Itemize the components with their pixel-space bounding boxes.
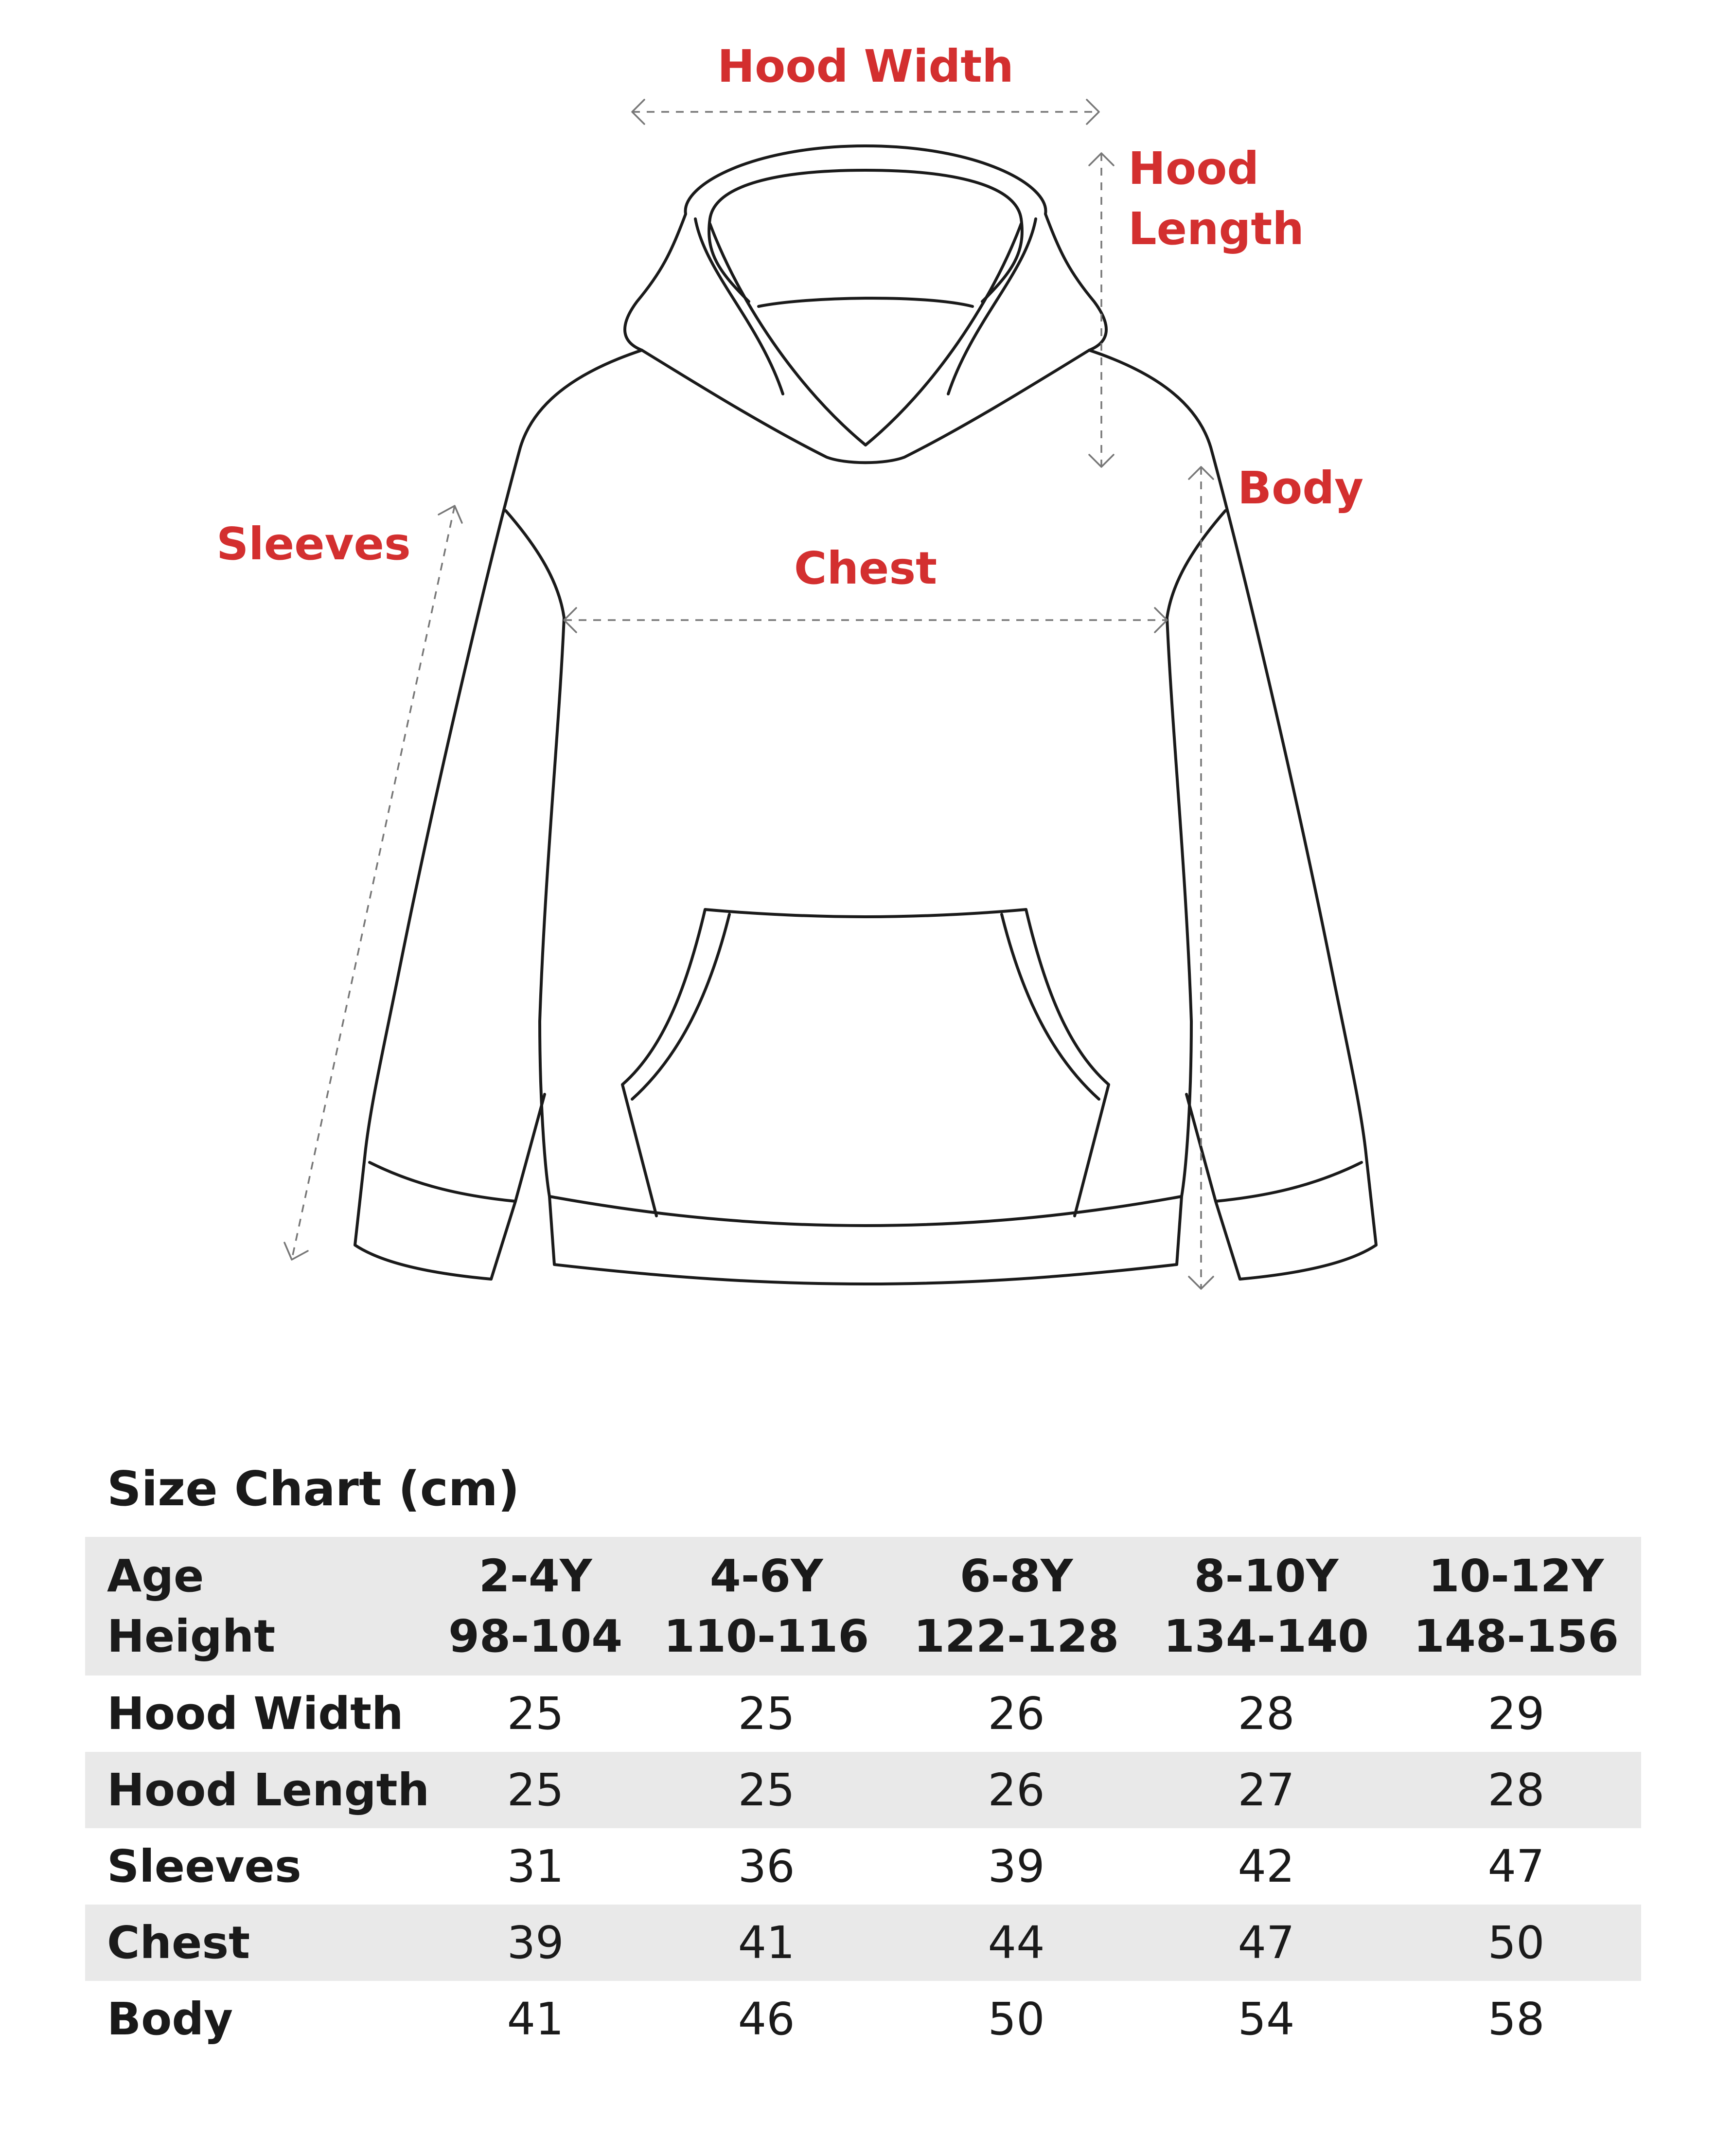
body-label: Body — [1238, 462, 1364, 514]
size-chart-title: Size Chart (cm) — [107, 1461, 520, 1517]
sleeves-label: Sleeves — [216, 518, 411, 570]
underarm-right — [1167, 511, 1225, 1196]
table-cell: 44 — [988, 1917, 1045, 1969]
pocket-opening-right — [1002, 914, 1099, 1099]
table-row-chest — [85, 1905, 1641, 1981]
height-value: 148-156 — [1413, 1610, 1619, 1662]
table-cell: 41 — [507, 1993, 564, 2045]
table-cell: 36 — [738, 1840, 795, 1892]
table-cell: 47 — [1487, 1840, 1545, 1892]
height-value: 122-128 — [913, 1610, 1119, 1662]
row-label: Chest — [107, 1917, 250, 1969]
size-column-header — [641, 1537, 891, 1675]
row-label: Hood Width — [107, 1688, 404, 1740]
sleeves-line — [292, 506, 455, 1260]
chest-label: Chest — [794, 542, 938, 594]
height-value: 110-116 — [664, 1610, 869, 1662]
table-cell: 26 — [988, 1764, 1045, 1816]
size-column-header — [1141, 1537, 1391, 1675]
table-cell: 58 — [1487, 1993, 1545, 2045]
kangaroo-pocket — [622, 909, 1109, 1216]
table-cell: 29 — [1487, 1688, 1545, 1740]
sleeves-arrow-top — [439, 506, 462, 523]
table-cell: 28 — [1238, 1688, 1295, 1740]
age-value: 4-6Y — [709, 1550, 823, 1602]
table-cell: 25 — [507, 1764, 564, 1816]
table-cell: 27 — [1238, 1764, 1295, 1816]
table-cell: 42 — [1238, 1840, 1295, 1892]
table-cell: 50 — [1487, 1917, 1545, 1969]
row-label: Body — [107, 1993, 233, 2045]
age-value: 8-10Y — [1194, 1550, 1339, 1602]
age-value: 10-12Y — [1428, 1550, 1604, 1602]
table-cell: 31 — [507, 1840, 564, 1892]
dimension-lines — [284, 100, 1213, 1289]
hood-back-curve — [759, 298, 973, 306]
table-cell: 28 — [1487, 1764, 1545, 1816]
hood-length-label-line1: Hood — [1128, 143, 1259, 195]
table-row-hood-width — [85, 1675, 1641, 1752]
age-value: 6-8Y — [959, 1550, 1073, 1602]
body-outline — [355, 350, 1376, 1279]
table-cell: 26 — [988, 1688, 1045, 1740]
size-chart-table — [85, 1537, 1641, 2057]
table-row-hood-length — [85, 1752, 1641, 1828]
table-cell: 46 — [738, 1993, 795, 2045]
hood-facing-right — [948, 219, 1036, 394]
table-cell: 39 — [988, 1840, 1045, 1892]
table-header-row — [85, 1537, 1641, 1675]
table-cell: 25 — [507, 1688, 564, 1740]
table-cell: 41 — [738, 1917, 795, 1969]
header-label-cell — [85, 1537, 429, 1675]
table-cell: 39 — [507, 1917, 564, 1969]
hood-inner — [709, 170, 1022, 302]
pocket-opening-left — [632, 914, 729, 1099]
age-header: Age — [107, 1550, 204, 1602]
row-label: Sleeves — [107, 1840, 301, 1892]
size-column-header — [1391, 1537, 1641, 1675]
hem-band — [549, 1196, 1182, 1284]
height-value: 134-140 — [1163, 1610, 1369, 1662]
age-value: 2-4Y — [478, 1550, 592, 1602]
cuff-left — [370, 1162, 515, 1201]
size-column-header — [429, 1537, 641, 1675]
table-cell: 54 — [1238, 1993, 1295, 2045]
hood-width-label: Hood Width — [717, 40, 1014, 92]
table-cell: 50 — [988, 1993, 1045, 2045]
sleeves-arrow-bottom — [284, 1243, 308, 1260]
hood-length-label-line2: Length — [1128, 203, 1304, 255]
hood-facing-left — [695, 219, 783, 394]
height-header: Height — [107, 1610, 276, 1662]
size-column-header — [891, 1537, 1141, 1675]
table-cell: 25 — [738, 1688, 795, 1740]
table-cell: 25 — [738, 1764, 795, 1816]
table-row-sleeves — [85, 1828, 1641, 1905]
underarm-left — [506, 511, 564, 1196]
table-cell: 47 — [1238, 1917, 1295, 1969]
hoodie-outline — [355, 146, 1376, 1284]
cuff-right — [1216, 1162, 1362, 1201]
height-value: 98-104 — [448, 1610, 623, 1662]
row-label: Hood Length — [107, 1764, 430, 1816]
table-row-body — [85, 1981, 1641, 2057]
hood-outer — [625, 146, 1106, 350]
